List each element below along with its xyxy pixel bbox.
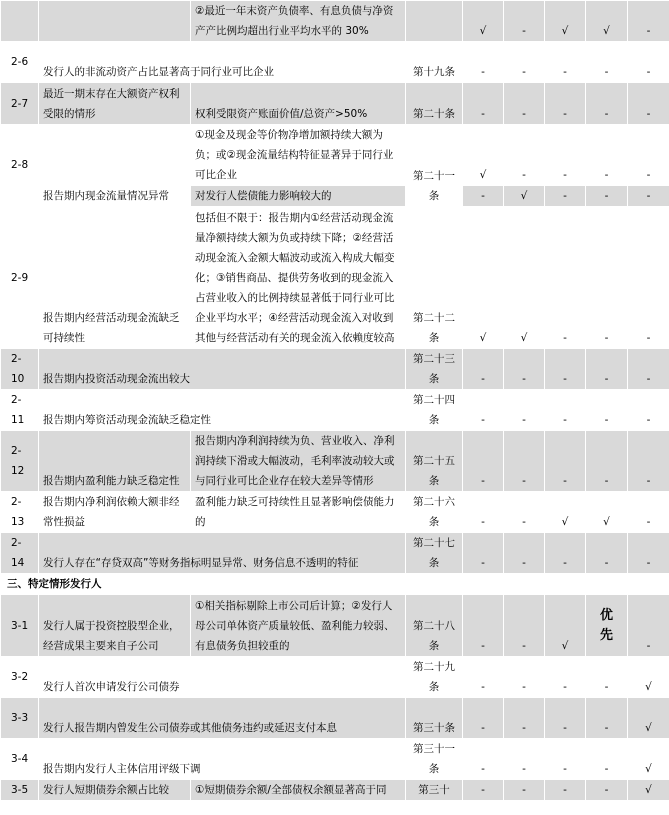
mark-cell: √ bbox=[586, 492, 628, 533]
mark-cell: - bbox=[504, 349, 545, 390]
article-cell: 第二十三条 bbox=[406, 349, 463, 390]
section-heading: 三、特定情形发行人 bbox=[1, 574, 669, 595]
mark-cell: - bbox=[504, 657, 545, 698]
mark-cell: - bbox=[586, 698, 628, 739]
mark-cell: - bbox=[504, 698, 545, 739]
table-row bbox=[1, 739, 669, 780]
row-id: 2-9 bbox=[1, 207, 39, 349]
article-cell: 第二十九条 bbox=[406, 657, 463, 698]
item-cell: 发行人的非流动资产占比显著高于同行业可比企业 bbox=[39, 42, 406, 83]
mark-cell: - bbox=[545, 780, 586, 801]
mark-cell: - bbox=[628, 349, 669, 390]
condition-cell: ①相关指标剔除上市公司后计算；②发行人母公司单体资产质量较低、盈利能力较弱、有息债务负担较重的 bbox=[191, 595, 406, 657]
priority-text-2: 先 bbox=[599, 627, 613, 643]
mark-cell: - bbox=[463, 492, 504, 533]
mark-cell: - bbox=[628, 83, 669, 125]
mark-cell: - bbox=[628, 431, 669, 492]
mark-cell: - bbox=[628, 125, 669, 186]
mark-cell: - bbox=[586, 83, 628, 125]
mark-cell: √ bbox=[628, 780, 669, 801]
mark-cell: √ bbox=[545, 1, 586, 42]
condition-cell: 权利受限资产账面价值/总资产>50% bbox=[191, 83, 406, 125]
mark-cell: - bbox=[586, 780, 628, 801]
row-id: 3-5 bbox=[1, 780, 39, 801]
item-cell: 发行人首次申请发行公司债券 bbox=[39, 657, 406, 698]
table-row bbox=[1, 780, 669, 801]
condition-cell: 包括但不限于：报告期内①经营活动现金流量净额持续大额为负或持续下降；②经营活动现金流入金额大幅波动或流入构成大幅变化；③销售商品、提供劳务收到的现金流入占营业收入的比例持续显著低于同行业可比企业平均水平；④经营活动现金流入对收到其他与经营活动有关的现金流入依赖度较高 bbox=[191, 207, 406, 349]
table-row bbox=[1, 83, 669, 125]
row-id: 3-3 bbox=[1, 698, 39, 739]
mark-cell: - bbox=[628, 42, 669, 83]
table-row bbox=[1, 125, 669, 186]
article-cell: 第二十五条 bbox=[406, 431, 463, 492]
mark-cell: - bbox=[504, 42, 545, 83]
mark-cell: - bbox=[504, 739, 545, 780]
item-cell: 发行人短期债券余额占比较 bbox=[39, 780, 191, 801]
item-cell: 发行人报告期内曾发生公司债券或其他债务违约或延迟支付本息 bbox=[39, 698, 406, 739]
mark-cell: - bbox=[545, 186, 586, 207]
condition-cell: 报告期内净利润持续为负、营业收入、净利润持续下滑或大幅波动，毛利率波动较大或与同行业可比企业存在较大差异等情形 bbox=[191, 431, 406, 492]
condition-cell: 盈利能力缺乏可持续性且显著影响偿债能力的 bbox=[191, 492, 406, 533]
mark-cell: - bbox=[586, 657, 628, 698]
table-row bbox=[1, 533, 669, 574]
priority-cell bbox=[586, 595, 628, 657]
mark-cell: √ bbox=[504, 207, 545, 349]
item-cell: 报告期内盈利能力缺乏稳定性 bbox=[39, 431, 191, 492]
row-id: 2-12 bbox=[1, 431, 39, 492]
mark-cell: - bbox=[586, 42, 628, 83]
condition-cell: ①现金及现金等价物净增加额持续大额为负；或②现金流量结构特征显著异于同行业可比企业 bbox=[191, 125, 406, 186]
article-cell: 第二十七条 bbox=[406, 533, 463, 574]
mark-cell: - bbox=[504, 125, 545, 186]
mark-cell: - bbox=[463, 83, 504, 125]
article-cell: 第二十一条 bbox=[406, 125, 463, 207]
mark-cell: - bbox=[628, 207, 669, 349]
mark-cell: - bbox=[545, 207, 586, 349]
mark-cell: - bbox=[463, 595, 504, 657]
mark-cell: - bbox=[586, 349, 628, 390]
mark-cell: - bbox=[545, 349, 586, 390]
condition-cell: ①短期债券余额/全部债权余额显著高于同 bbox=[191, 780, 406, 801]
mark-cell: - bbox=[545, 42, 586, 83]
table-row bbox=[1, 1, 669, 42]
row-id: 2-14 bbox=[1, 533, 39, 574]
article-cell: 第二十八条 bbox=[406, 595, 463, 657]
row-id: 2-10 bbox=[1, 349, 39, 390]
mark-cell: - bbox=[545, 83, 586, 125]
condition-cell: ②最近一年末资产负债率、有息负债与净资产产比例均超出行业平均水平的 30% bbox=[191, 1, 406, 42]
mark-cell: - bbox=[628, 595, 669, 657]
item-cell: 发行人属于投资控股型企业，经营成果主要来自子公司 bbox=[39, 595, 191, 657]
mark-cell: √ bbox=[545, 595, 586, 657]
mark-cell: √ bbox=[545, 492, 586, 533]
row-id: 2-11 bbox=[1, 390, 39, 431]
table-row bbox=[1, 431, 669, 492]
table-row bbox=[1, 42, 669, 83]
row-id: 2-8 bbox=[1, 125, 39, 207]
mark-cell: - bbox=[504, 1, 545, 42]
article-cell: 第十九条 bbox=[406, 42, 463, 83]
mark-cell: √ bbox=[586, 1, 628, 42]
article-cell: 第三十一条 bbox=[406, 739, 463, 780]
item-cell: 报告期内发行人主体信用评级下调 bbox=[39, 739, 406, 780]
row-id: 2-13 bbox=[1, 492, 39, 533]
mark-cell: - bbox=[628, 492, 669, 533]
row-id: 3-1 bbox=[1, 595, 39, 657]
mark-cell: - bbox=[504, 492, 545, 533]
table-row bbox=[1, 207, 669, 349]
mark-cell: - bbox=[463, 186, 504, 207]
mark-cell: - bbox=[463, 657, 504, 698]
article-cell: 第二十四条 bbox=[406, 390, 463, 431]
mark-cell: √ bbox=[463, 207, 504, 349]
article-cell: 第二十二条 bbox=[406, 207, 463, 349]
table-row bbox=[1, 595, 669, 657]
article-cell: 第二十六条 bbox=[406, 492, 463, 533]
row-id: 3-4 bbox=[1, 739, 39, 780]
mark-cell: - bbox=[463, 390, 504, 431]
table-row bbox=[1, 390, 669, 431]
item-cell: 最近一期末存在大额资产权利受限的情形 bbox=[39, 83, 191, 125]
table-row bbox=[1, 698, 669, 739]
article-cell: 第三十条 bbox=[406, 698, 463, 739]
mark-cell: - bbox=[586, 739, 628, 780]
row-id: 3-2 bbox=[1, 657, 39, 698]
mark-cell: - bbox=[463, 349, 504, 390]
mark-cell: - bbox=[628, 1, 669, 42]
mark-cell: - bbox=[545, 533, 586, 574]
table-row bbox=[1, 574, 669, 595]
mark-cell: - bbox=[463, 42, 504, 83]
item-cell: 报告期内净利润依赖大额非经常性损益 bbox=[39, 492, 191, 533]
mark-cell: √ bbox=[463, 125, 504, 186]
mark-cell: - bbox=[504, 83, 545, 125]
mark-cell: √ bbox=[628, 698, 669, 739]
mark-cell: - bbox=[545, 657, 586, 698]
mark-cell: - bbox=[463, 533, 504, 574]
item-cell: 报告期内投资活动现金流出较大 bbox=[39, 349, 406, 390]
mark-cell: - bbox=[628, 533, 669, 574]
article-cell: 第三十 bbox=[406, 780, 463, 801]
mark-cell: - bbox=[545, 431, 586, 492]
item-cell: 报告期内经营活动现金流缺乏可持续性 bbox=[39, 207, 191, 349]
article-cell: 第二十条 bbox=[406, 83, 463, 125]
mark-cell: - bbox=[504, 431, 545, 492]
mark-cell: - bbox=[628, 390, 669, 431]
mark-cell: - bbox=[504, 533, 545, 574]
mark-cell: - bbox=[463, 698, 504, 739]
mark-cell: √ bbox=[504, 186, 545, 207]
mark-cell: - bbox=[545, 739, 586, 780]
table-row bbox=[1, 492, 669, 533]
condition-cell: 对发行人偿债能力影响较大的 bbox=[191, 186, 406, 207]
mark-cell: - bbox=[545, 390, 586, 431]
mark-cell: - bbox=[586, 390, 628, 431]
mark-cell: - bbox=[586, 207, 628, 349]
mark-cell: - bbox=[463, 431, 504, 492]
mark-cell: - bbox=[504, 595, 545, 657]
mark-cell: - bbox=[463, 780, 504, 801]
mark-cell: - bbox=[586, 125, 628, 186]
mark-cell: √ bbox=[628, 657, 669, 698]
mark-cell: - bbox=[586, 186, 628, 207]
row-id: 2-6 bbox=[1, 42, 39, 83]
mark-cell: - bbox=[504, 780, 545, 801]
priority-text-1: 优 bbox=[599, 607, 613, 623]
mark-cell: - bbox=[545, 125, 586, 186]
mark-cell: - bbox=[545, 698, 586, 739]
table-row bbox=[1, 349, 669, 390]
mark-cell: - bbox=[586, 533, 628, 574]
mark-cell: √ bbox=[463, 1, 504, 42]
row-id: 2-7 bbox=[1, 83, 39, 125]
mark-cell: √ bbox=[628, 739, 669, 780]
mark-cell: - bbox=[463, 739, 504, 780]
mark-cell: - bbox=[504, 390, 545, 431]
item-cell: 报告期内现金流量情况异常 bbox=[39, 125, 191, 207]
table-row bbox=[1, 657, 669, 698]
mark-cell: - bbox=[628, 186, 669, 207]
mark-cell: - bbox=[586, 431, 628, 492]
item-cell: 发行人存在“存贷双高”等财务指标明显异常、财务信息不透明的特征 bbox=[39, 533, 406, 574]
item-cell: 报告期内筹资活动现金流缺乏稳定性 bbox=[39, 390, 406, 431]
